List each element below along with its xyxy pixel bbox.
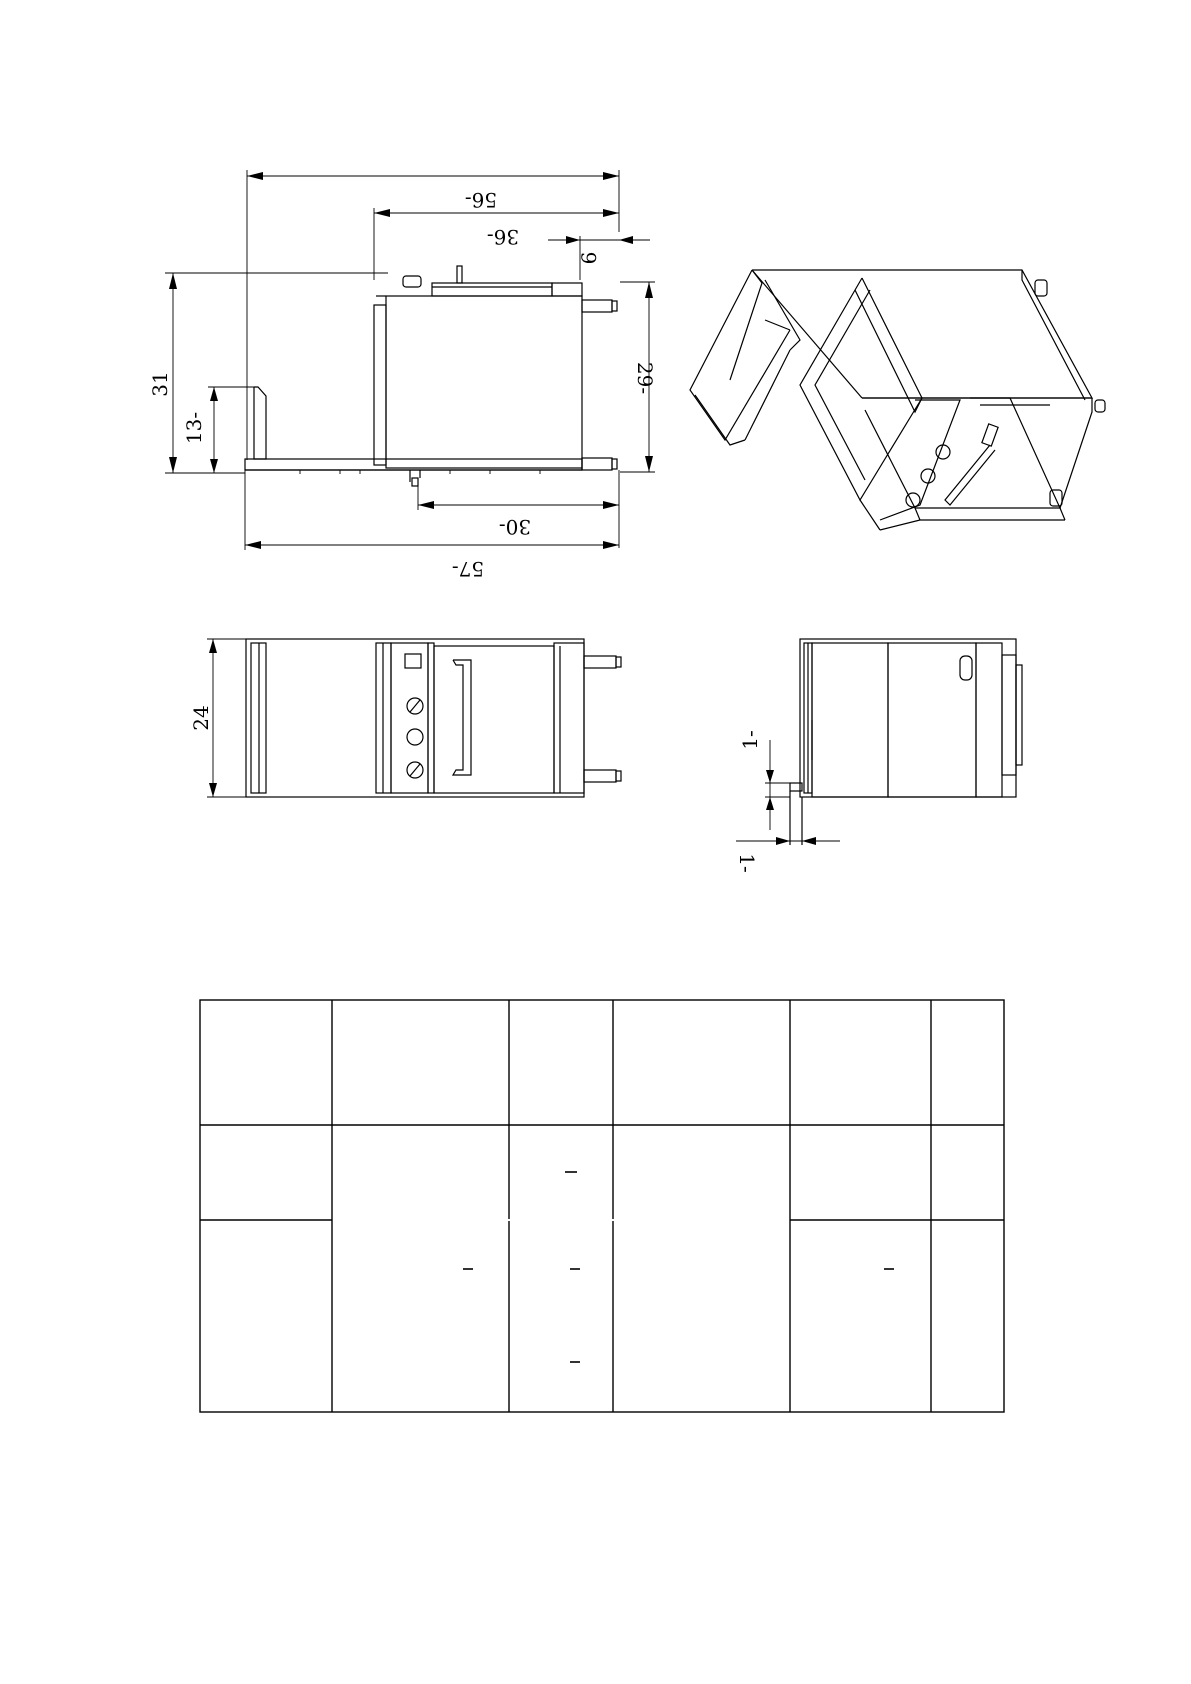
dim-side-offset-top: 1- xyxy=(738,730,762,750)
dim-side-offset-bottom: 1- xyxy=(735,853,759,873)
dim-right-height: 29- xyxy=(633,361,657,395)
dim-top-mid: 36- xyxy=(486,225,520,249)
front-view xyxy=(189,639,621,797)
dim-front-height: 24 xyxy=(189,705,213,731)
dim-left-height: 31 xyxy=(148,371,172,397)
dim-top-overall: 56- xyxy=(464,188,498,212)
dim-bottom-mid: 30- xyxy=(498,515,532,539)
side-view xyxy=(735,639,1022,873)
dim-top-small: 6 xyxy=(577,251,601,265)
dim-bottom-overall: 57- xyxy=(451,557,485,581)
spec-table xyxy=(200,1000,1004,1412)
isometric-view xyxy=(690,270,1105,530)
dim-left-small-height: 13- xyxy=(182,411,206,445)
top-view xyxy=(148,170,657,581)
